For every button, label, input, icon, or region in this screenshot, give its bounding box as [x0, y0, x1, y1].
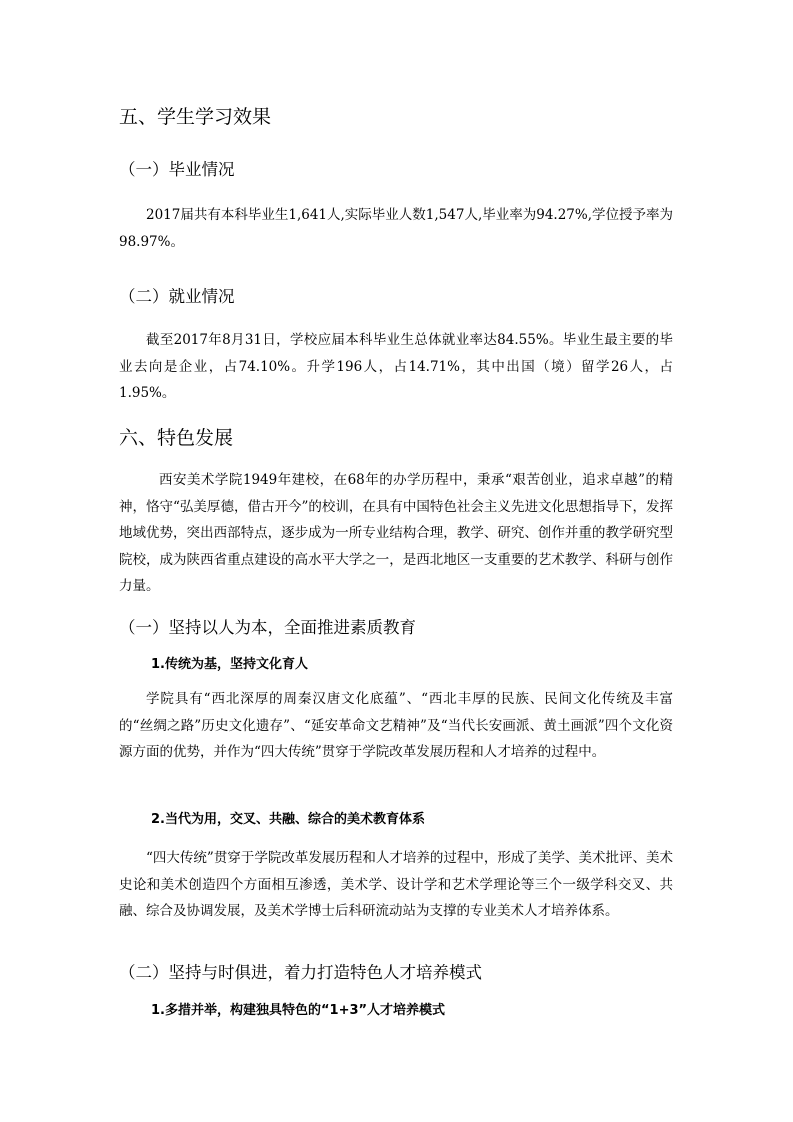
paragraph-graduation: 2017届共有本科毕业生1,641人,实际毕业人数1,547人,毕业率为94.27%,学位授予率为98.97%。 — [119, 207, 674, 250]
item-heading-contemporary: 2.当代为用，交叉、共融、综合的美术教育体系 — [151, 812, 425, 827]
subsection-heading-graduation: （一）毕业情况 — [119, 160, 235, 179]
subsection-heading-keep-pace: （二）坚持与时俱进，着力打造特色人才培养模式 — [119, 963, 482, 982]
section-heading-5: 五、学生学习效果 — [119, 106, 272, 128]
paragraph-employment: 截至2017年8月31日，学校应届本科毕业生总体就业率达84.55%。毕业生最主要的毕业去向是企业，占74.10%。升学196人，占14.71%，其中出国（境）留学26人，占1.95%。 — [119, 332, 673, 401]
paragraph-characteristics-intro: 西安美术学院1949年建校，在68年的办学历程中，秉承“艰苦创业，追求卓越”的精神，恪守“弘美厚德，借古开今”的校训，在具有中国特色社会主义先进文化思想指导下，发挥地域优势，突出西部特点，逐步成为一所专业结构合理，教学、研究、创作并重的教学研究型院校，成为陕西省重点建设的高水平大学之一，是西北地区一支重要的艺术教学、科研与创作力量。 — [119, 472, 673, 594]
section-heading-6: 六、特色发展 — [119, 427, 234, 449]
item-heading-1plus3-model: 1.多措并举，构建独具特色的“1+3”人才培养模式 — [151, 1003, 446, 1018]
subsection-heading-people-oriented: （一）坚持以人为本，全面推进素质教育 — [119, 618, 416, 637]
paragraph-tradition: 学院具有“西北深厚的周秦汉唐文化底蕴”、“西北丰厚的民族、民间文化传统及丰富的“丝绸之路”历史文化遗存”、“延安革命文艺精神”及“当代长安画派、黄土画派”四个文化资源方面的优势，并作为“四大传统”贯穿于学院改革发展历程和人才培养的过程中。 — [119, 691, 673, 760]
subsection-heading-employment: （二）就业情况 — [119, 287, 235, 306]
item-heading-tradition: 1.传统为基，坚持文化育人 — [151, 657, 308, 672]
paragraph-contemporary: “四大传统”贯穿于学院改革发展历程和人才培养的过程中，形成了美学、美术批评、美术史论和美术创造四个方面相互渗透，美术学、设计学和艺术学理论等三个一级学科交叉、共融、综合及协调发展，及美术学博士后科研流动站为支撑的专业美术人才培养体系。 — [119, 850, 673, 919]
